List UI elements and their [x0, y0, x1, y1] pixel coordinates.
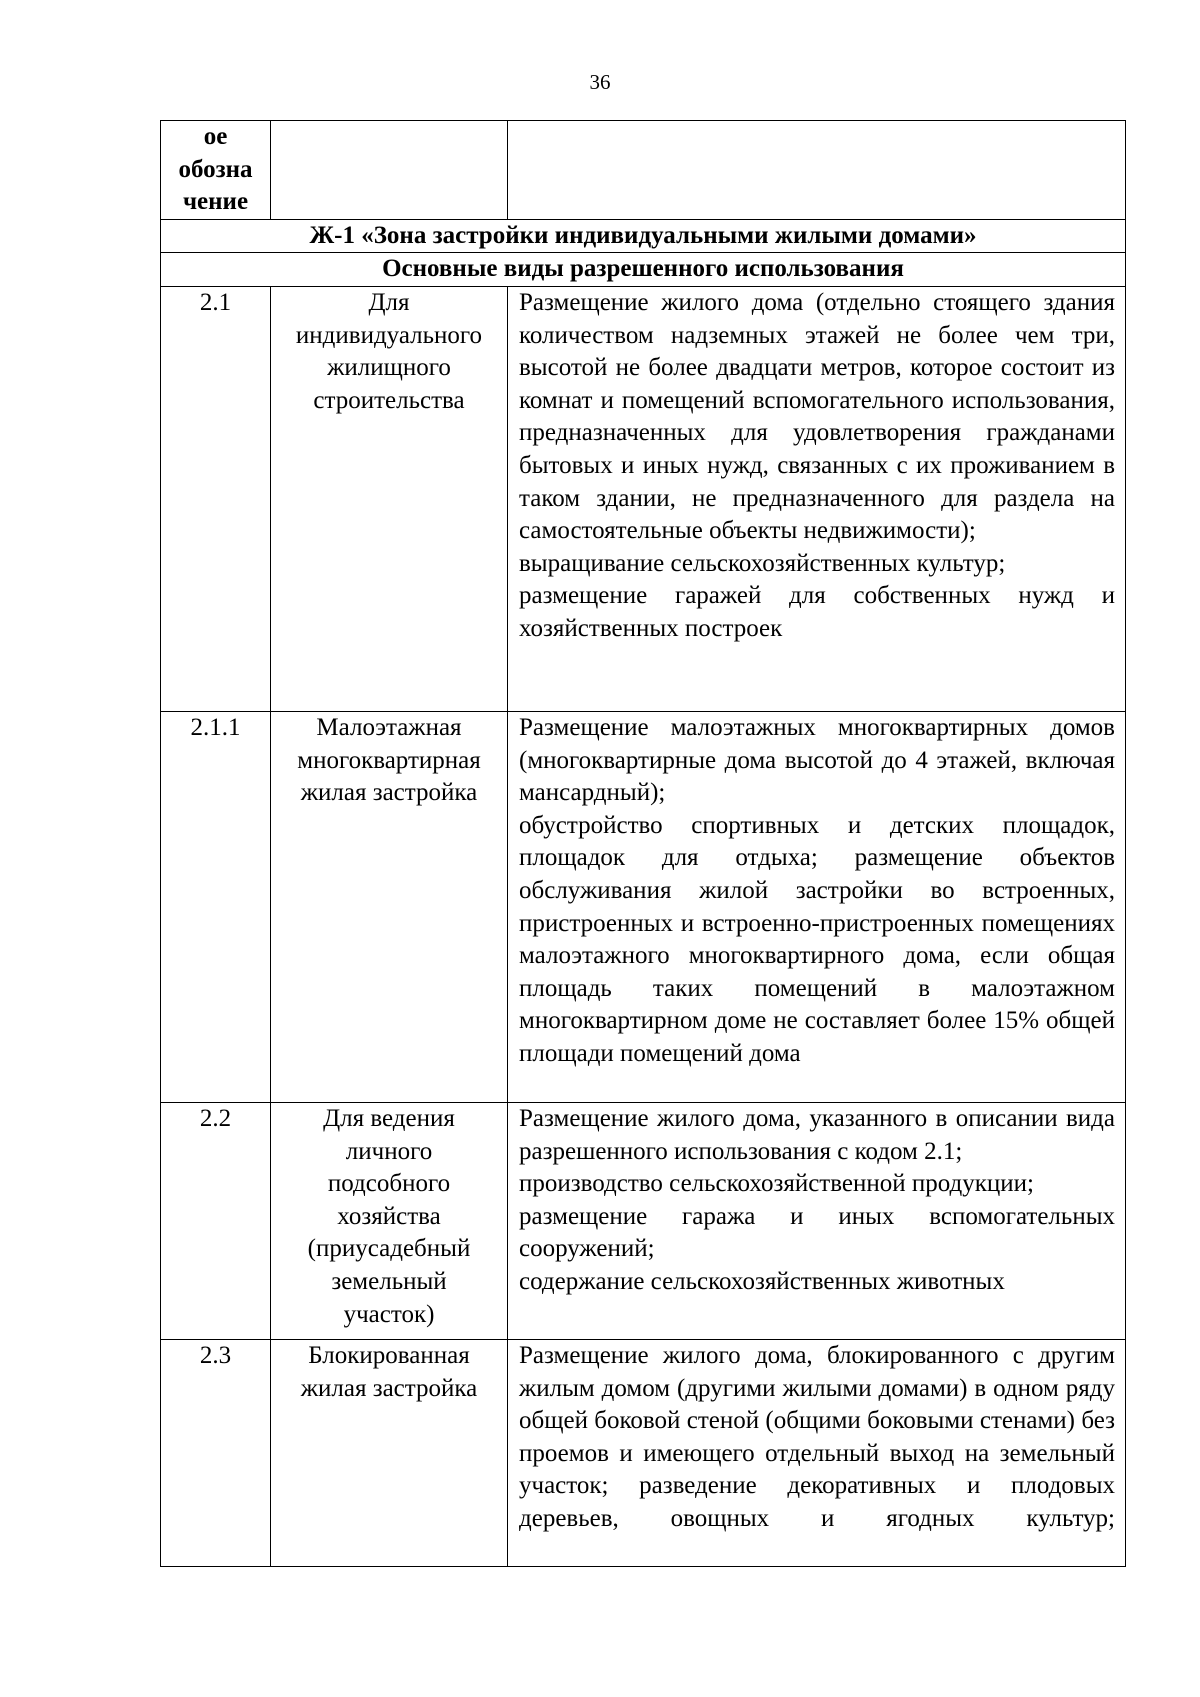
- table-row: [161, 711, 1126, 1102]
- use-description: [508, 1339, 1126, 1566]
- description-paragraph: выращивание сельскохозяйственных культур;: [519, 549, 1006, 577]
- use-name-line: Для: [368, 288, 410, 316]
- use-name-line: жилая застройка: [300, 779, 478, 807]
- use-description: [508, 286, 1126, 711]
- table-row: [161, 1339, 1126, 1566]
- zoning-table: [160, 120, 1126, 1567]
- use-code: 2.2: [161, 1102, 271, 1339]
- use-name: [271, 1102, 508, 1339]
- zone-title-row: [161, 219, 1126, 253]
- section-title: Основные виды разрешенного использования: [161, 253, 1126, 287]
- use-name-line: индивидуального: [295, 321, 483, 349]
- code-header-line: обозна: [178, 155, 253, 183]
- use-name-line: жилищного: [327, 354, 451, 382]
- use-name: [271, 711, 508, 1102]
- name-column-header: [271, 121, 508, 220]
- use-name-line: земельный: [331, 1267, 447, 1295]
- code-column-header: [161, 121, 271, 220]
- table-row: [161, 286, 1126, 711]
- page-number: 36: [589, 70, 611, 94]
- use-name-line: подсобного: [327, 1170, 451, 1198]
- use-name-line: участок): [343, 1300, 435, 1328]
- use-name-line: Для ведения: [323, 1104, 455, 1132]
- use-name-line: (приусадебный: [307, 1235, 471, 1263]
- use-name-line: жилая застройка: [300, 1374, 478, 1402]
- description-paragraph: производство сельскохозяйственной продукции;: [519, 1170, 1034, 1198]
- code-header-line: ое: [203, 123, 228, 150]
- use-code: 2.3: [161, 1339, 271, 1566]
- description-paragraph: обустройство спортивных и детских площадок, площадок для отдыха; размещение объектов обслуживания жилой застройки во встроенных, пристроенных и встроенно-пристроенных помещениях малоэтажного многоквартирного дома, если общая площадь таких помещений в малоэтажном многоквартирном доме не составляет более 15% общей площади помещений дома: [519, 811, 1115, 1067]
- use-code: 2.1.1: [161, 711, 271, 1102]
- use-name-line: многоквартирная: [297, 746, 481, 774]
- use-name-line: хозяйства: [337, 1202, 441, 1230]
- use-name: [271, 286, 508, 711]
- description-paragraph: размещение гаража и иных вспомогательных сооружений;: [519, 1202, 1115, 1263]
- table-header-row: [161, 121, 1126, 220]
- use-name-line: Блокированная: [308, 1341, 470, 1369]
- description-paragraph: Размещение жилого дома, указанного в описании вида разрешенного использования с кодом 2.1;: [519, 1104, 1115, 1165]
- use-name-line: строительства: [313, 386, 465, 414]
- description-paragraph: Размещение малоэтажных многоквартирных домов (многоквартирные дома высотой до 4 этажей, включая мансардный);: [519, 713, 1115, 807]
- use-description: [508, 1102, 1126, 1339]
- section-title-row: [161, 253, 1126, 287]
- description-paragraph: Размещение жилого дома, блокированного с другим жилым домом (другими жилыми домами) в одном ряду общей боковой стеной (общими боковыми стенами) без проемов и имеющего отдельный выход на земельный участок; разведение декоративных и плодовых деревьев, овощных и ягодных культур;: [519, 1341, 1115, 1532]
- use-code: 2.1: [161, 286, 271, 711]
- zone-title: Ж-1 «Зона застройки индивидуальными жилыми домами»: [161, 219, 1126, 253]
- description-paragraph: Размещение жилого дома (отдельно стоящего здания количеством надземных этажей не более чем три, высотой не более двадцати метров, которое состоит из комнат и помещений вспомогательного использования, предназначенных для удовлетворения гражданами бытовых и иных нужд, связанных с их проживанием в таком здании, не предназначенного для раздела на самостоятельные объекты недвижимости);: [519, 288, 1115, 545]
- use-description: [508, 711, 1126, 1102]
- description-paragraph: размещение гаражей для собственных нужд и хозяйственных построек: [519, 582, 1115, 642]
- code-header-line: чение: [182, 188, 249, 216]
- description-column-header: [508, 121, 1126, 220]
- use-name-line: личного: [345, 1137, 433, 1165]
- use-name: [271, 1339, 508, 1566]
- table-row: [161, 1102, 1126, 1339]
- use-name-line: Малоэтажная: [316, 713, 462, 741]
- description-paragraph: содержание сельскохозяйственных животных: [519, 1267, 1005, 1295]
